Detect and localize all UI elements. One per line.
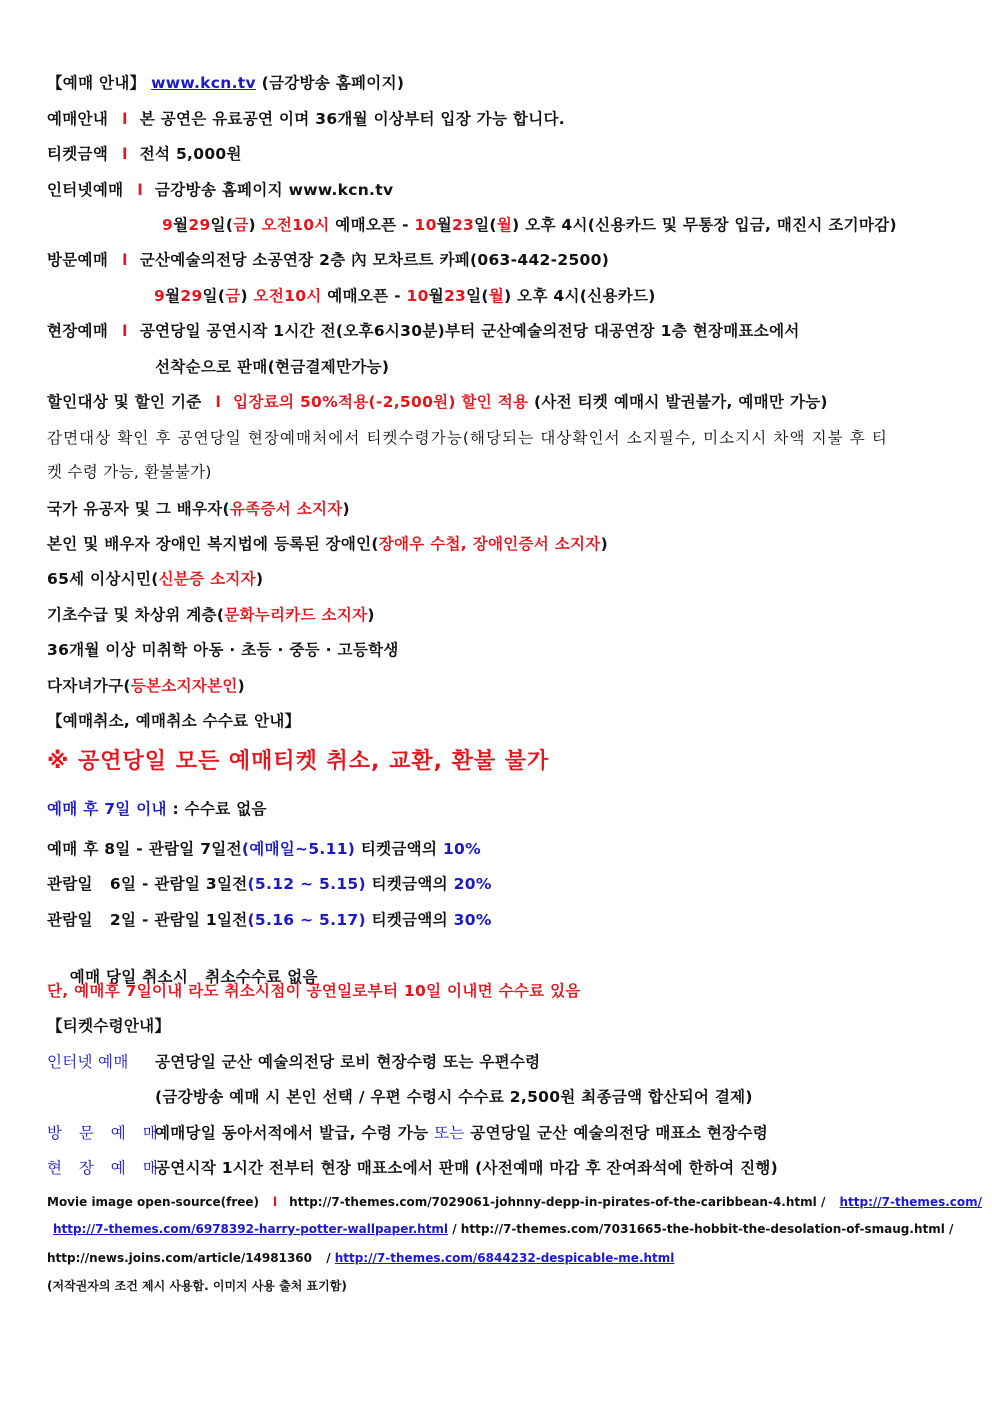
close-details: 오후 4시(신용카드 및 무통장 입금, 매진시 조기마감)	[519, 216, 897, 234]
cancel-dates: (5.16 ~ 5.17)	[247, 911, 366, 929]
kcn-homepage-link[interactable]: www.kcn.tv	[151, 74, 256, 92]
visit-text: 군산예술의전당 소공연장 2층 內 모차르트 카페(063-442-2500)	[139, 251, 610, 269]
cancel-period: 예매 후 7일 이내	[47, 800, 167, 818]
visit-booking-row	[47, 249, 609, 271]
month-close: 10	[414, 216, 437, 234]
day-unit: 일(	[202, 287, 226, 305]
cancel-header-text: 【예매취소, 예매취소 수수료 안내】	[47, 712, 301, 730]
day-open: 29	[188, 216, 211, 234]
cancel-fee-percent: 30%	[453, 911, 492, 929]
cancel-row	[47, 909, 492, 931]
internet-text: 금강방송 홈페이지 www.kcn.tv	[155, 181, 394, 199]
slash: /	[322, 1251, 335, 1265]
day-close: 23	[443, 287, 467, 305]
cancel-exception-text: 단, 예매후 7일이내 라도 취소시점이 공연일로부터 10일 이내면 수수료 있음	[47, 982, 581, 1000]
credits-row-3	[47, 1247, 674, 1269]
credit-link-despicable-me[interactable]: http://7-themes.com/6844232-despicable-me.html	[334, 1251, 675, 1265]
pickup-internet-note-text: (금강방송 예매 시 본인 선택 / 우편 수령시 수수료 2,500원 최종금액 합산되어 결제)	[155, 1088, 753, 1106]
close-details: 오후 4시(신용카드)	[511, 287, 656, 305]
pickup-visit-label: 방 문 예 매	[47, 1124, 164, 1142]
cancel-period: 관람일 2일 - 관람일 1일전	[47, 911, 248, 929]
discount-note-1	[47, 427, 888, 449]
discount-item	[47, 675, 245, 697]
discount-item-requirement: 신분증 소지자	[158, 570, 256, 588]
internet-booking-row	[47, 179, 393, 201]
same-day-cancel: 예매 당일 취소시 취소수수료 없음	[69, 968, 318, 986]
paren: )	[342, 500, 350, 518]
paren: )	[367, 606, 375, 624]
info-label: 예매안내	[47, 110, 109, 128]
weekday-close: 월	[496, 216, 513, 234]
onsite-label: 현장예매	[47, 322, 109, 340]
cancel-warning	[47, 748, 549, 776]
credits-row-2	[53, 1218, 958, 1240]
open-time: 오전10시	[261, 216, 330, 234]
cancel-fee-percent: 10%	[442, 840, 481, 858]
cancel-fee-label: 티켓금액의	[365, 875, 454, 893]
pickup-onsite-label: 현 장 예 매	[47, 1159, 164, 1177]
pickup-visit-text-2: 공연당일 군산 예술의전당 매표소 현장수령	[464, 1124, 768, 1142]
open-time: 오전10시	[253, 287, 322, 305]
paren: )	[255, 570, 264, 588]
credit-url-hobbit: http://7-themes.com/7031665-the-hobbit-the-desolation-of-smaug.html	[460, 1222, 945, 1236]
discount-item	[47, 533, 608, 555]
slash: /	[816, 1195, 830, 1209]
booking-header	[47, 72, 404, 94]
price-label: 티켓금액	[47, 145, 109, 163]
price-text: 전석 5,000원	[139, 145, 242, 163]
pickup-internet-text: 공연당일 군산 예술의전당 로비 현장수령 또는 우편수령	[155, 1053, 541, 1071]
discount-item-text: 국가 유공자 및 그 배우자(	[47, 500, 230, 518]
pickup-header-text: 【티켓수령안내】	[47, 1017, 171, 1035]
month-open: 9	[162, 216, 174, 234]
cancel-dates: (예매일~5.11)	[241, 840, 356, 858]
month-unit: 월	[428, 287, 444, 305]
discount-item	[47, 498, 350, 520]
internet-label: 인터넷예매	[47, 181, 124, 199]
credits-prefix: Movie image open-source(free)	[47, 1195, 260, 1209]
discount-row	[47, 391, 828, 413]
onsite-booking-row	[47, 320, 800, 342]
cancel-fee-label: 티켓금액의	[365, 911, 454, 929]
open-label: 예매오픈 -	[321, 287, 407, 305]
cancel-dates: (5.12 ~ 5.15)	[247, 875, 366, 893]
slash: /	[448, 1222, 461, 1236]
pickup-visit-text: 예매당일 동아서적에서 발급, 수령 가능	[155, 1124, 435, 1142]
pickup-visit-or: 또는	[434, 1124, 465, 1142]
discount-item-requirement: 등본소지자본인	[130, 677, 238, 695]
internet-schedule	[162, 214, 897, 236]
pickup-onsite-row	[47, 1157, 778, 1179]
onsite-text-cont	[155, 356, 389, 378]
credit-url-pirates: http://7-themes.com/7029061-johnny-depp-in-pirates-of-the-caribbean-4.html	[289, 1195, 817, 1209]
discount-item-text: 65세 이상시민(	[47, 570, 159, 588]
cancel-warning-text: ※ 공연당일 모든 예매티켓 취소, 교환, 환불 불가	[47, 749, 550, 774]
credit-link-harry-potter[interactable]: http://7-themes.com/6978392-harry-potter-wallpaper.html	[53, 1222, 449, 1236]
cancel-row	[47, 798, 267, 820]
day-open: 29	[180, 287, 203, 305]
month-unit: 월	[165, 287, 181, 305]
pickup-internet-note	[155, 1086, 753, 1108]
onsite-text: 공연당일 공연시작 1시간 전(오후6시30분)부터 군산예술의전당 대공연장 1층 현장매표소에서	[139, 322, 800, 340]
price-row	[47, 143, 242, 165]
paren: )	[600, 535, 608, 553]
paren: )	[248, 216, 262, 234]
month-open: 9	[154, 287, 166, 305]
discount-item-text: 기초수급 및 차상위 계층(	[47, 606, 225, 624]
cancel-period: 관람일 6일 - 관람일 3일전	[47, 875, 248, 893]
info-row	[47, 108, 565, 130]
separator-bar: l	[273, 1195, 278, 1209]
day-unit: 일(	[474, 216, 497, 234]
separator-bar: l	[122, 110, 128, 128]
separator-bar: l	[122, 251, 128, 269]
pickup-onsite-text: 공연시작 1시간 전부터 현장 매표소에서 판매 (사전예매 마감 후 잔여좌석에 한하여 진행)	[155, 1159, 779, 1177]
slash: /	[944, 1222, 958, 1236]
credits-row-1	[47, 1191, 982, 1213]
discount-note: (사전 티켓 예매시 발권불가, 예매만 가능)	[528, 393, 828, 411]
credit-url-joins: http://news.joins.com/article/14981360	[47, 1251, 313, 1265]
day-unit: 일(	[210, 216, 234, 234]
discount-item-requirement: 유족증서 소지자	[229, 500, 343, 518]
discount-rate: 입장료의 50%적용(-2,500원) 할인 적용	[233, 393, 529, 411]
weekday-open: 금	[225, 287, 241, 305]
visit-schedule	[154, 285, 656, 307]
credits-note-text: (저작권자의 조건 제시 사용함. 이미지 사용 출처 표기함)	[47, 1279, 347, 1293]
separator-bar: l	[137, 181, 143, 199]
month-unit: 월	[436, 216, 452, 234]
weekday-open: 금	[233, 216, 249, 234]
day-close: 23	[451, 216, 475, 234]
discount-item-text: 다자녀가구(	[47, 677, 131, 695]
separator-bar: l	[122, 322, 128, 340]
cancel-exception	[47, 980, 581, 1002]
discount-item	[47, 639, 399, 661]
month-unit: 월	[173, 216, 189, 234]
separator-bar: l	[122, 145, 128, 163]
cancel-fee-percent: 20%	[453, 875, 492, 893]
pickup-internet-row	[47, 1051, 540, 1073]
cancel-fee: : 수수료 없음	[166, 800, 267, 818]
discount-note-text-1: 감면대상 확인 후 공연당일 현장예매처에서 티켓수령가능(해당되는 대상확인서 소지필수, 미소지시 차액 지불 후 티	[47, 429, 888, 447]
cancel-row	[47, 873, 492, 895]
cancel-fee-label: 티켓금액의	[355, 840, 443, 858]
discount-label: 할인대상 및 할인 기준	[47, 393, 202, 411]
onsite-text-2: 선착순으로 판매(현금결제만가능)	[155, 358, 390, 376]
discount-item	[47, 604, 375, 626]
discount-note-2	[47, 461, 212, 483]
paren: )	[504, 287, 512, 305]
paren: )	[237, 677, 246, 695]
info-text: 본 공연은 유료공연 이며 36개월 이상부터 입장 가능 합니다.	[139, 110, 565, 128]
visit-label: 방문예매	[47, 251, 109, 269]
discount-item-text: 본인 및 배우자 장애인 복지법에 등록된 장애인(	[47, 535, 379, 553]
cancel-header	[47, 710, 300, 732]
pickup-visit-row	[47, 1122, 768, 1144]
day-unit: 일(	[466, 287, 489, 305]
discount-item	[47, 568, 263, 590]
cancel-row	[47, 838, 481, 860]
month-close: 10	[406, 287, 429, 305]
open-label: 예매오픈 -	[329, 216, 415, 234]
cancel-period: 예매 후 8일 - 관람일 7일전	[47, 840, 242, 858]
paren: )	[240, 287, 254, 305]
booking-header-title: 【예매 안내】	[47, 74, 146, 92]
discount-item-text: 36개월 이상 미취학 아동 · 초등 · 중등 · 고등학생	[47, 641, 399, 659]
pickup-internet-label: 인터넷 예매	[47, 1053, 129, 1071]
discount-item-requirement: 장애우 수첩, 장애인증서 소지자	[378, 535, 601, 553]
paren: )	[512, 216, 520, 234]
discount-note-text-2: 켓 수령 가능, 환불불가)	[47, 463, 212, 481]
credits-note	[47, 1275, 347, 1297]
separator-bar: l	[215, 393, 222, 411]
booking-header-suffix: (금강방송 홈페이지)	[261, 74, 405, 92]
weekday-close: 월	[488, 287, 505, 305]
credit-link-7themes[interactable]: http://7-themes.com/	[839, 1195, 983, 1209]
discount-item-requirement: 문화누리카드 소지자	[224, 606, 368, 624]
pickup-header	[47, 1015, 170, 1037]
